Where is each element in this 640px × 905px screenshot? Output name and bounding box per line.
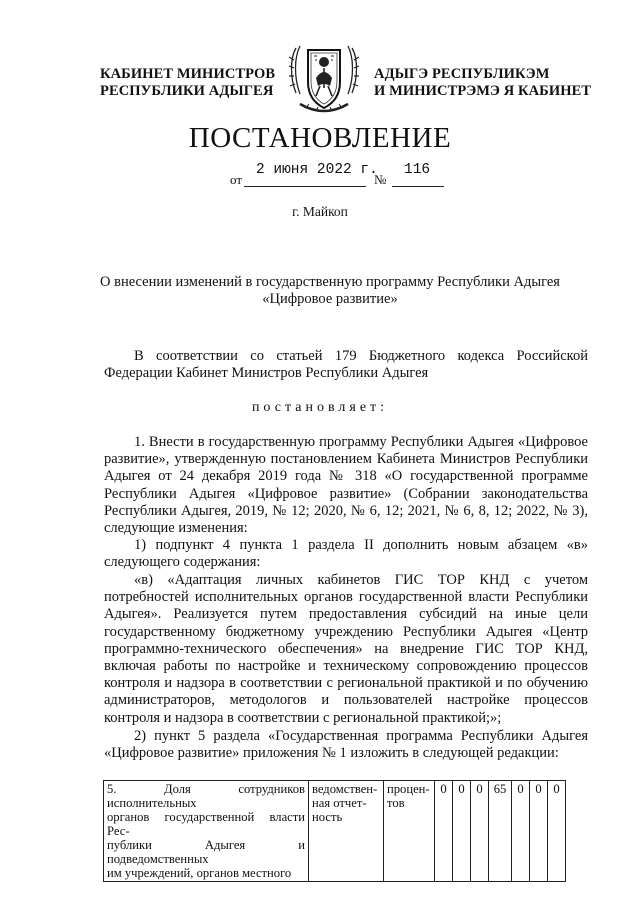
- value-cell: 0: [453, 781, 471, 882]
- indicator-name-cell: [104, 781, 309, 882]
- value-cell: 0: [512, 781, 530, 882]
- date-underline: [244, 186, 366, 187]
- item-1-paragraph: 1. Внести в государственную программу Республики Адыгея «Цифровое развитие», утвержденную постановлением Кабинета Министров Республики Адыгея от 24 декабря 2019 года № 318 «О государственной программе Республики Адыгея «Цифровое развитие» (Собрании законодательства Республики Адыгея, 2019, № 12; 2020, № 6, 12; 2021, № 6, 8, 12; 2022, № 3), следующие изменения:: [104, 434, 588, 537]
- subitem-1-paragraph: 1) подпункт 4 пункта 1 раздела II дополнить новым абзацем «в» следующего содержания:: [104, 537, 588, 571]
- number-underline: [392, 186, 444, 187]
- city-name: г. Майкоп: [292, 204, 348, 219]
- value-cell: 0: [471, 781, 489, 882]
- value-cell: 0: [530, 781, 548, 882]
- cell-line: ная отчет-: [312, 796, 367, 810]
- issuer-name-adyghe: [374, 66, 591, 100]
- issuer-line-1: АДЫГЭ РЕСПУБЛИКЭМ: [374, 66, 550, 82]
- number-prefix: №: [374, 172, 387, 187]
- unit-cell: [384, 781, 435, 882]
- resolves-heading: постановляет:: [251, 400, 389, 415]
- cell-line: публики Адыгея и подведомственных: [107, 838, 305, 866]
- legal-basis-paragraph: В соответствии со статьей 179 Бюджетного кодекса Российской Федерации Кабинет Министров Республики Адыгея: [104, 348, 588, 382]
- cell-line: им учреждений, органов местного: [107, 866, 292, 880]
- date-prefix: от: [230, 172, 243, 187]
- subject-line-1: О внесении изменений в государственную программу Республики Адыгея: [100, 274, 560, 290]
- coat-of-arms-emblem: [286, 38, 362, 116]
- issuer-name-russian: [100, 66, 275, 100]
- value-cell: 0: [548, 781, 566, 882]
- cell-line: ведомствен-: [312, 782, 378, 796]
- document-subject: [90, 274, 570, 308]
- cell-line: тов: [387, 796, 405, 810]
- document-date: 2 июня 2022 г.: [256, 162, 378, 178]
- subject-line-2: «Цифровое развитие»: [262, 291, 398, 308]
- table-row: [104, 781, 566, 882]
- subitem-2-paragraph: 2) пункт 5 раздела «Государственная программа Республики Адыгея «Цифровое развитие» приложения № 1 изложить в следующей редакции:: [104, 728, 588, 762]
- cell-line: процен-: [387, 782, 430, 796]
- issuer-line-2: РЕСПУБЛИКИ АДЫГЕЯ: [100, 83, 274, 99]
- issuer-line-1: КАБИНЕТ МИНИСТРОВ: [100, 66, 276, 82]
- data-source-cell: [309, 781, 384, 882]
- document-number: 116: [404, 162, 431, 178]
- document-type-title: ПОСТАНОВЛЕНИЕ: [188, 122, 452, 154]
- indicator-table: [103, 780, 566, 882]
- cell-line: ность: [312, 810, 343, 824]
- subitem-1-quoted-text: «в) «Адаптация личных кабинетов ГИС ТОР КНД с учетом потребностей исполнительных органов государственной власти Республики Адыгея». Реализуется путем предоставления субсидий на иные цели государственному бюджетному учреждению Республики Адыгея «Центр программно-технического обеспечения» на внедрение ГИС ТОР КНД, включая работы по настройке и техническому сопровождению процессов контроля и надзора в соответствии с региональной практикой и по обучению администраторов, методологов и пользователей настройке процессов контроля и надзора в соответствии с региональной практикой;»;: [104, 572, 588, 726]
- cell-line: 5. Доля сотрудников исполнительных: [107, 782, 305, 810]
- issuer-line-2: И МИНИСТРЭМЭ Я КАБИНЕТ: [374, 83, 592, 99]
- value-cell: 65: [489, 781, 512, 882]
- value-cell: 0: [435, 781, 453, 882]
- cell-line: органов государственной власти Рес-: [107, 810, 305, 838]
